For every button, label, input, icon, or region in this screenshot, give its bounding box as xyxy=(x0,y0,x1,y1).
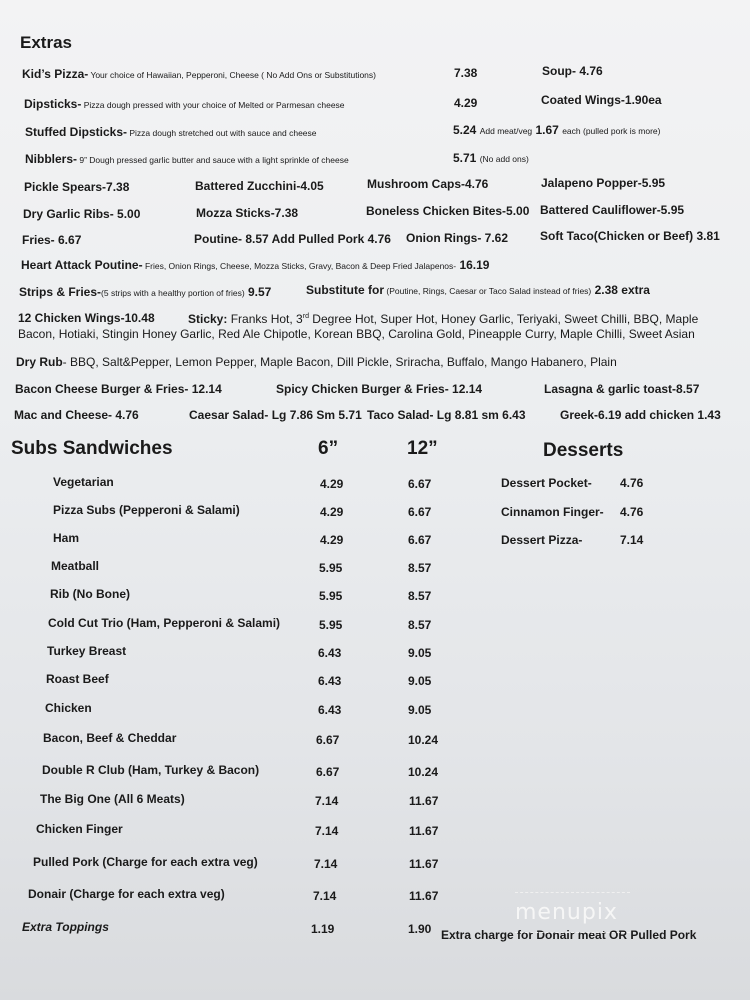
sub-item-name: Rib (No Bone) xyxy=(50,587,130,601)
sub-item-name: Roast Beef xyxy=(46,672,109,686)
menu-item: Soft Taco(Chicken or Beef) 3.81 xyxy=(540,229,720,243)
watermark-rule-bottom xyxy=(515,932,630,933)
sub-item-price-12: 1.90 xyxy=(408,922,432,936)
stuffed-dipsticks-item xyxy=(25,125,317,140)
nibblers-desc: 9” Dough pressed garlic butter and sauce with a light sprinkle of cheese xyxy=(77,155,349,165)
sub-item-price-6: 4.29 xyxy=(320,533,344,547)
stuffed-dipsticks-price-line xyxy=(453,123,660,138)
sub-item-price-12: 9.05 xyxy=(408,646,432,660)
substitute-name: Substitute for xyxy=(306,283,384,297)
menu-item: Poutine- 8.57 Add Pulled Pork 4.76 xyxy=(194,232,391,246)
sub-item-name: Pulled Pork (Charge for each extra veg) xyxy=(33,855,258,869)
nibblers-price-line xyxy=(453,151,529,166)
dry-rub-flavours: - BBQ, Salt&Pepper, Lemon Pepper, Maple Bacon, Dill Pickle, Sriracha, Buffalo, Mango Habanero, Plain xyxy=(62,355,617,369)
heart-attack-name: Heart Attack Poutine- xyxy=(21,258,143,272)
watermark-text: menupix xyxy=(515,900,618,925)
sticky-flavours-a: Franks Hot, 3 xyxy=(230,312,303,326)
sub-item-price-6: 6.43 xyxy=(318,703,342,717)
sub-item-price-6: 6.43 xyxy=(318,646,342,660)
nibblers-item xyxy=(25,152,349,167)
sub-item-name: Turkey Breast xyxy=(47,644,127,658)
menu-item: Battered Cauliflower-5.95 xyxy=(540,203,685,217)
dipsticks-item xyxy=(24,97,345,112)
sub-item-name: Chicken xyxy=(45,701,92,715)
chicken-wings-item: 12 Chicken Wings-10.48 xyxy=(18,311,155,325)
menu-item: Lasagna & garlic toast-8.57 xyxy=(544,382,700,396)
stuffed-dipsticks-name: Stuffed Dipsticks- xyxy=(25,125,128,139)
kids-pizza-name: Kid’s Pizza- xyxy=(22,67,89,81)
heart-attack-item xyxy=(21,258,489,273)
menu-item: Jalapeno Popper-5.95 xyxy=(541,176,666,190)
sub-item-price-6: 4.29 xyxy=(320,477,344,491)
menu-item: Mozza Sticks-7.38 xyxy=(196,206,299,220)
subs-col-6-header: 6” xyxy=(318,438,339,459)
dipsticks-price: 4.29 xyxy=(454,96,478,110)
dessert-item-price: 7.14 xyxy=(620,533,644,547)
sub-item-price-12: 8.57 xyxy=(408,589,432,603)
sub-item-price-12: 10.24 xyxy=(408,733,439,747)
sticky-flavours-sup: rd xyxy=(302,313,309,320)
strips-name: Strips & Fries- xyxy=(19,285,102,299)
sub-item-price-6: 6.67 xyxy=(316,765,340,779)
menu-item: Caesar Salad- Lg 7.86 Sm 5.71 xyxy=(189,408,362,422)
kids-pizza-price: 7.38 xyxy=(454,66,478,80)
subs-col-12-header: 12” xyxy=(407,438,438,459)
sub-item-price-6: 6.67 xyxy=(316,733,340,747)
sub-item-name: Ham xyxy=(53,531,80,545)
dipsticks-name: Dipsticks- xyxy=(24,97,82,111)
menu-item: Spicy Chicken Burger & Fries- 12.14 xyxy=(276,382,483,396)
sub-item-name: The Big One (All 6 Meats) xyxy=(40,792,185,806)
sub-item-name: Cold Cut Trio (Ham, Pepperoni & Salami) xyxy=(48,616,281,630)
menu-item: Dry Garlic Ribs- 5.00 xyxy=(23,207,141,221)
dessert-item-name: Dessert Pizza- xyxy=(501,533,583,547)
sub-item-price-12: 8.57 xyxy=(408,618,432,632)
extras-title: Extras xyxy=(20,33,72,52)
sub-item-name: Pizza Subs (Pepperoni & Salami) xyxy=(53,503,240,517)
menu-item: Mushroom Caps-4.76 xyxy=(367,177,489,191)
dessert-item-price: 4.76 xyxy=(620,505,644,519)
sub-item-price-6: 7.14 xyxy=(313,889,337,903)
substitute-desc: (Poutine, Rings, Caesar or Taco Salad instead of fries) xyxy=(384,286,592,296)
kids-pizza-desc: Your choice of Hawaiian, Pepperoni, Cheese ( No Add Ons or Substitutions) xyxy=(88,70,376,80)
sub-item-name: Bacon, Beef & Cheddar xyxy=(43,731,177,745)
menu-item: Fries- 6.67 xyxy=(22,233,82,247)
sub-item-price-12: 6.67 xyxy=(408,477,432,491)
dipsticks-desc: Pizza dough pressed with your choice of Melted or Parmesan cheese xyxy=(81,100,345,110)
sub-item-price-6: 4.29 xyxy=(320,505,344,519)
sub-item-price-6: 7.14 xyxy=(315,794,339,808)
heart-attack-desc: Fries, Onion Rings, Cheese, Mozza Sticks, Gravy, Bacon & Deep Fried Jalapenos- xyxy=(142,261,457,271)
menu-item: Mac and Cheese- 4.76 xyxy=(14,408,139,422)
soup-item: Soup- 4.76 xyxy=(542,64,603,78)
desserts-title: Desserts xyxy=(543,440,624,461)
sub-item-name: Chicken Finger xyxy=(36,822,123,836)
menu-item: Taco Salad- Lg 8.81 sm 6.43 xyxy=(367,408,526,422)
sub-item-name: Extra Toppings xyxy=(22,920,109,934)
menu-item: Bacon Cheese Burger & Fries- 12.14 xyxy=(15,382,222,396)
substitute-item xyxy=(306,283,650,298)
sub-item-price-6: 7.14 xyxy=(315,824,339,838)
dessert-item-name: Dessert Pocket- xyxy=(501,476,592,490)
menu-item: Pickle Spears-7.38 xyxy=(24,180,130,194)
kids-pizza-item xyxy=(22,67,376,82)
nibblers-price: 5.71 xyxy=(453,151,477,165)
dry-rub-label: Dry Rub xyxy=(16,355,63,369)
sub-item-price-12: 6.67 xyxy=(408,505,432,519)
sub-item-price-6: 5.95 xyxy=(319,561,343,575)
nibblers-note: (No add ons) xyxy=(479,154,529,164)
coated-wings-item: Coated Wings-1.90ea xyxy=(541,93,662,107)
stuffed-dipsticks-price: 5.24 xyxy=(453,123,477,137)
nibblers-name: Nibblers- xyxy=(25,152,78,166)
sub-item-price-12: 6.67 xyxy=(408,533,432,547)
sub-item-price-12: 10.24 xyxy=(408,765,439,779)
menu-item: Boneless Chicken Bites-5.00 xyxy=(366,204,530,218)
extra-toppings-note: Extra charge for Donair meat OR Pulled Pork xyxy=(441,928,697,942)
sub-item-name: Vegetarian xyxy=(53,475,114,489)
sub-item-price-12: 8.57 xyxy=(408,561,432,575)
sub-item-name: Meatball xyxy=(51,559,100,573)
menu-item: Onion Rings- 7.62 xyxy=(406,231,509,245)
sub-item-price-12: 11.67 xyxy=(409,857,439,871)
dry-rub-line xyxy=(16,355,617,369)
heart-attack-price: 16.19 xyxy=(456,258,490,272)
sticky-flavours-b: Degree Hot, Super Hot, Honey Garlic, Teriyaki, Sweet Chilli, BBQ, Maple xyxy=(308,312,699,326)
sub-item-price-6: 1.19 xyxy=(311,922,335,936)
stuffed-dipsticks-desc: Pizza dough stretched out with sauce and cheese xyxy=(127,128,317,138)
stuffed-dipsticks-add-note: Add meat/veg xyxy=(479,126,533,136)
sub-item-price-12: 11.67 xyxy=(409,824,439,838)
watermark-rule-top xyxy=(515,892,630,893)
sub-item-price-6: 5.95 xyxy=(319,589,343,603)
sub-item-name: Double R Club (Ham, Turkey & Bacon) xyxy=(42,763,260,777)
menu-item: Battered Zucchini-4.05 xyxy=(195,179,324,193)
strips-desc: (5 strips with a healthy portion of fries) xyxy=(101,288,245,298)
sub-item-price-6: 7.14 xyxy=(314,857,338,871)
sub-item-price-6: 5.95 xyxy=(319,618,343,632)
sticky-label: Sticky: xyxy=(188,312,228,326)
sub-item-price-12: 9.05 xyxy=(408,703,432,717)
substitute-price: 2.38 extra xyxy=(591,283,650,297)
strips-item xyxy=(19,285,271,300)
subs-title: Subs Sandwiches xyxy=(11,438,173,459)
sub-item-price-12: 11.67 xyxy=(409,889,439,903)
stuffed-dipsticks-add-price: 1.67 xyxy=(535,123,559,137)
menu-item: Greek-6.19 add chicken 1.43 xyxy=(560,408,721,422)
dessert-item-price: 4.76 xyxy=(620,476,644,490)
sticky-flavours-line-2: Bacon, Hotiaki, Stingin Honey Garlic, Red Ale Chipotle, Korean BBQ, Carolina Gold, Pineapple Curry, Maple Chilli, Sweet Asian xyxy=(18,327,695,341)
sub-item-name: Donair (Charge for each extra veg) xyxy=(28,887,225,901)
menupix-watermark xyxy=(515,900,630,930)
sub-item-price-12: 9.05 xyxy=(408,674,432,688)
stuffed-dipsticks-add-note-b: each (pulled pork is more) xyxy=(562,126,661,136)
dessert-item-name: Cinnamon Finger- xyxy=(501,505,604,519)
sub-item-price-6: 6.43 xyxy=(318,674,342,688)
sticky-flavours-line xyxy=(188,310,698,326)
sub-item-price-12: 11.67 xyxy=(409,794,439,808)
strips-price: 9.57 xyxy=(244,285,272,299)
